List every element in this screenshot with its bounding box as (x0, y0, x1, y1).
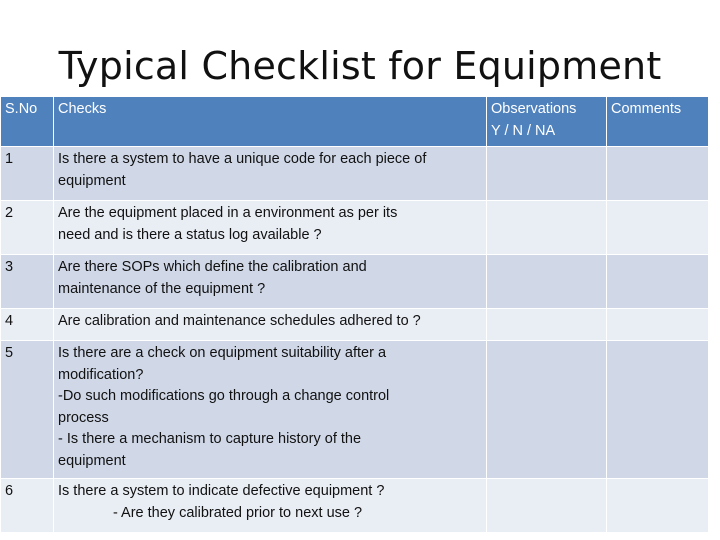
observation-cell[interactable] (487, 479, 607, 533)
check-line: equipment (58, 452, 126, 469)
row-check (54, 341, 487, 479)
page-title: Typical Checklist for Equipment (58, 44, 662, 88)
check-line: modification? (58, 366, 144, 383)
check-line: Are there SOPs which define the calibration and (58, 259, 367, 275)
check-line: Is there are a check on equipment suitability after a (58, 345, 387, 361)
header-sno: S.No (1, 97, 54, 147)
row-check (54, 309, 487, 341)
header-checks: Checks (54, 97, 487, 147)
table-row (1, 341, 709, 479)
comment-cell[interactable] (607, 341, 709, 479)
row-check (54, 147, 487, 201)
check-line: need and is there a status log available ? (58, 226, 322, 243)
row-sno: 6 (1, 479, 54, 533)
check-line: -Do such modifications go through a change control (58, 388, 390, 404)
check-line: Is there a system to have a unique code for each piece of (58, 151, 427, 167)
check-line: maintenance of the equipment ? (58, 280, 266, 297)
comment-cell[interactable] (607, 309, 709, 341)
row-check (54, 201, 487, 255)
row-sno: 1 (1, 147, 54, 201)
check-line: - Are they calibrated prior to next use ? (113, 504, 363, 521)
row-check (54, 255, 487, 309)
comment-cell[interactable] (607, 147, 709, 201)
observation-cell[interactable] (487, 309, 607, 341)
check-line: Are calibration and maintenance schedules adhered to ? (58, 313, 421, 329)
table-row (1, 147, 709, 201)
observation-cell[interactable] (487, 147, 607, 201)
comment-cell[interactable] (607, 479, 709, 533)
header-observations-line1: Observations (491, 101, 577, 117)
check-line: Is there a system to indicate defective equipment ? (58, 483, 385, 499)
row-check (54, 479, 487, 533)
row-sno: 2 (1, 201, 54, 255)
header-observations-line2: Y / N / NA (491, 122, 556, 139)
check-line: equipment (58, 172, 126, 189)
row-sno: 3 (1, 255, 54, 309)
row-sno: 5 (1, 341, 54, 479)
table-row (1, 255, 709, 309)
observation-cell[interactable] (487, 201, 607, 255)
check-line: - Is there a mechanism to capture history of the (58, 431, 362, 447)
comment-cell[interactable] (607, 255, 709, 309)
observation-cell[interactable] (487, 255, 607, 309)
header-row (1, 97, 709, 147)
table-row (1, 309, 709, 341)
checklist-table (0, 96, 709, 533)
comment-cell[interactable] (607, 201, 709, 255)
table-row (1, 201, 709, 255)
check-line: Are the equipment placed in a environment as per its (58, 205, 398, 221)
observation-cell[interactable] (487, 341, 607, 479)
table-row (1, 479, 709, 533)
header-observations (487, 97, 607, 147)
row-sno: 4 (1, 309, 54, 341)
check-line: process (58, 409, 109, 426)
header-comments: Comments (607, 97, 709, 147)
